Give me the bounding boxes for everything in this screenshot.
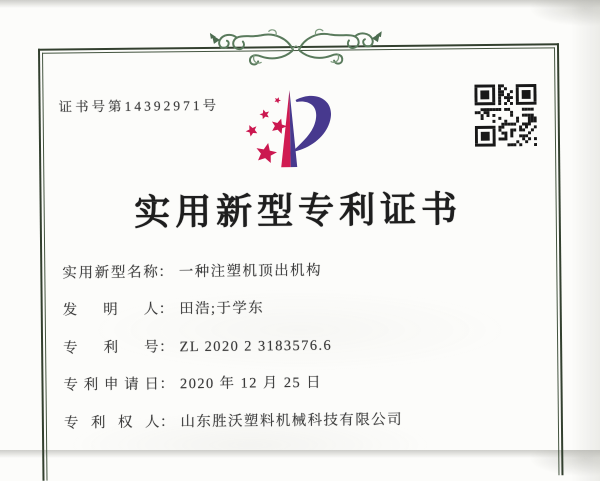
field-label: 专利权人	[63, 414, 160, 432]
field-row	[63, 331, 543, 373]
certificate-fields	[62, 256, 544, 448]
field-row	[63, 369, 543, 411]
field-value: ZL 2020 2 3183576.6	[179, 337, 333, 356]
field-label: 实用新型名称	[62, 264, 159, 282]
field-label: 专利申请日	[63, 376, 160, 394]
field-colon: ：	[159, 376, 175, 393]
dragon-scroll-ornament	[210, 26, 382, 72]
field-row	[63, 294, 543, 336]
field-row	[62, 256, 542, 298]
field-colon: ：	[159, 339, 174, 356]
field-label: 发明人	[62, 301, 159, 319]
certificate-title: 实用新型专利证书	[133, 189, 463, 233]
certificate-number: 证书号第14392971号	[58, 97, 220, 115]
field-row	[64, 406, 544, 448]
field-value: 2020 年 12 月 25 日	[179, 374, 323, 393]
field-colon: ：	[159, 413, 175, 431]
field-colon: ：	[158, 301, 174, 318]
field-colon: ：	[158, 264, 173, 281]
field-label: 专利号	[63, 339, 160, 357]
cnipa-patent-logo	[239, 86, 355, 175]
field-value: 田浩;于学东	[179, 300, 265, 318]
field-value: 一种注塑机顶出机构	[178, 262, 323, 281]
qr-code	[474, 84, 537, 148]
field-value: 山东胜沃塑料机械科技有限公司	[180, 411, 404, 430]
